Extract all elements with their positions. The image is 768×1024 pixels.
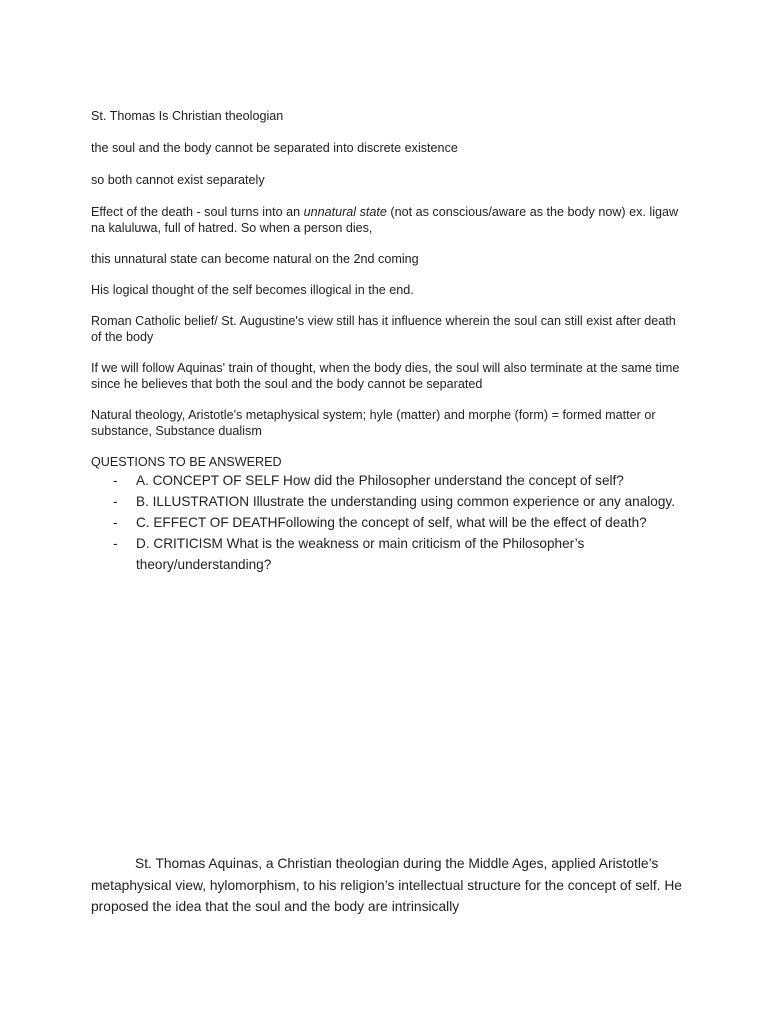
- question-text-b: B. ILLUSTRATION Illustrate the understanding using common experience or any analogy.: [136, 494, 675, 509]
- note-line-7: Roman Catholic belief/ St. Augustine's view still has it influence wherein the soul can still exist after death of the body: [91, 314, 676, 344]
- list-dash: -: [113, 473, 118, 488]
- question-item-b: [91, 491, 681, 512]
- question-text-c: C. EFFECT OF DEATHFollowing the concept of self, what will be the effect of death?: [136, 515, 647, 530]
- note-line-4: [91, 204, 681, 236]
- questions-list: [91, 470, 681, 575]
- note-line-4-start: Effect of the death - soul turns into an: [91, 205, 304, 219]
- essay-paragraph: St. Thomas Aquinas, a Christian theologian during the Middle Ages, applied Aristotle’s metaphysical view, hylomorphism, to his religion’s intellectual structure for the concept of self. He proposed the idea that the soul and the body are intrinsically: [91, 856, 682, 914]
- note-line-6: His logical thought of the self becomes illogical in the end.: [91, 283, 414, 297]
- note-line-2: the soul and the body cannot be separated into discrete existence: [91, 141, 458, 155]
- question-text-a: A. CONCEPT OF SELF How did the Philosopher understand the concept of self?: [136, 473, 624, 488]
- question-item-d: [91, 533, 681, 575]
- note-line-3: so both cannot exist separately: [91, 173, 265, 187]
- list-dash: -: [113, 536, 118, 551]
- note-line-1: St. Thomas Is Christian theologian: [91, 109, 284, 123]
- note-line-4-emphasis: unnatural state: [303, 205, 387, 219]
- question-item-a: [91, 470, 681, 491]
- note-line-9: Natural theology, Aristotle's metaphysical system; hyle (matter) and morphe (form) = formed matter or substance, Substance dualism: [91, 408, 656, 438]
- question-text-d: D. CRITICISM What is the weakness or main criticism of the Philosopher’s theory/understanding?: [136, 536, 585, 572]
- note-line-5: this unnatural state can become natural on the 2nd coming: [91, 252, 419, 266]
- note-line-4-end: (not as conscious/aware as the body now) ex. ligaw na kaluluwa, full of hatred. So when a person dies,: [91, 205, 679, 235]
- question-item-c: [91, 512, 681, 533]
- notes-section: [91, 108, 681, 575]
- questions-heading: QUESTIONS TO BE ANSWERED: [91, 455, 282, 469]
- note-line-8: If we will follow Aquinas' train of thought, when the body dies, the soul will also terminate at the same time since he believes that both the soul and the body cannot be separated: [91, 361, 680, 391]
- list-dash: -: [113, 494, 118, 509]
- list-dash: -: [113, 515, 118, 530]
